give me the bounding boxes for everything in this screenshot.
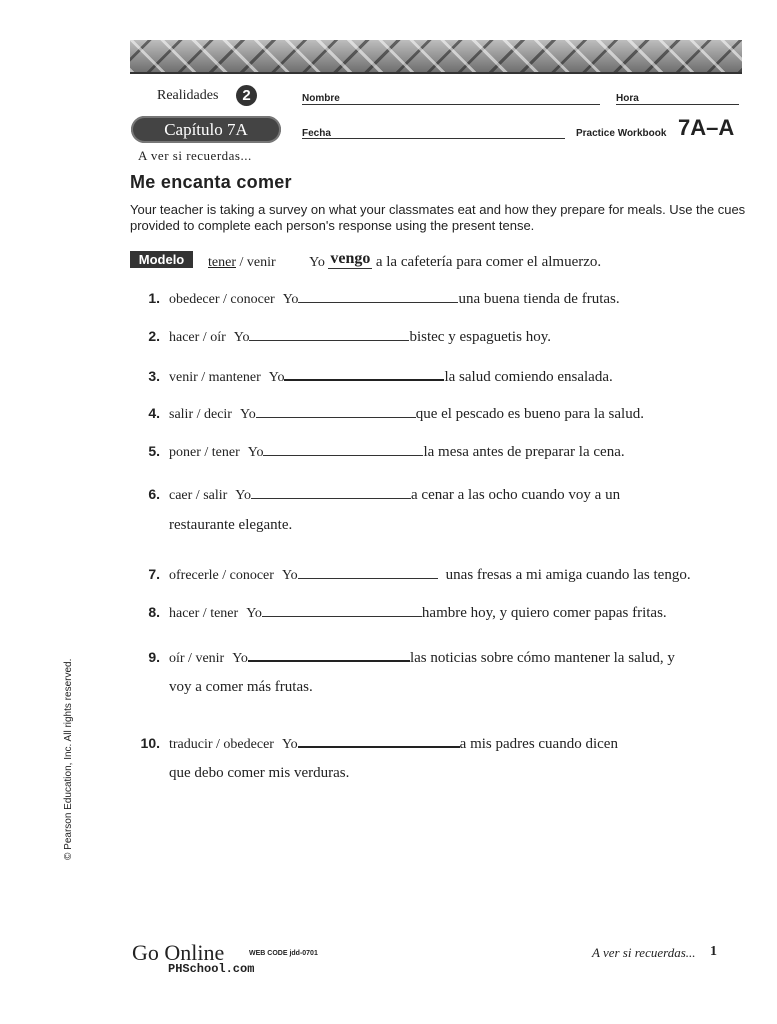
exercise-item-6 — [130, 486, 620, 504]
nombre-label: Nombre — [302, 93, 340, 104]
item-yo: Yo — [247, 445, 264, 460]
modelo-answer: vengo — [330, 250, 371, 267]
exercise-item-5 — [130, 443, 625, 461]
item-number: 3. — [148, 368, 160, 384]
item-sentence: la mesa antes de preparar la cena. — [423, 444, 625, 460]
item-sentence: unas fresas a mi amiga cuando las tengo. — [445, 567, 691, 583]
item-9-continuation: voy a comer más frutas. — [169, 679, 313, 695]
exercise-item-7 — [130, 566, 691, 584]
item-verbs: hacer / tener — [169, 606, 239, 621]
modelo-sentence: a la cafetería para comer el almuerzo. — [375, 254, 602, 270]
item-number: 4. — [148, 405, 160, 421]
answer-blank[interactable] — [298, 734, 460, 748]
item-verbs: oír / venir — [169, 651, 225, 666]
phschool-link[interactable]: PHSchool.com — [168, 962, 255, 976]
item-sentence: que el pescado es bueno para la salud. — [415, 406, 644, 422]
fecha-field[interactable] — [302, 138, 565, 139]
go-online-logo[interactable]: Go Online — [132, 940, 225, 965]
exercise-item-10 — [130, 734, 618, 753]
answer-blank[interactable] — [256, 405, 416, 418]
item-number: 7. — [148, 566, 160, 582]
item-verbs: salir / decir — [169, 407, 232, 422]
web-code: WEB CODE jdd-0701 — [249, 950, 318, 957]
item-yo: Yo — [268, 370, 285, 385]
item-yo: Yo — [282, 292, 299, 307]
item-sentence: la salud comiendo ensalada. — [444, 369, 613, 385]
nombre-field[interactable] — [302, 104, 600, 105]
answer-blank[interactable] — [248, 648, 410, 662]
item-yo: Yo — [239, 407, 256, 422]
item-yo: Yo — [246, 606, 262, 621]
item-sentence: una buena tienda de frutas. — [458, 291, 620, 307]
item-number: 2. — [148, 328, 160, 344]
item-number: 9. — [148, 649, 160, 665]
modelo-verb-1: tener — [208, 255, 236, 270]
item-number: 6. — [148, 486, 160, 502]
series-name: Realidades — [157, 88, 219, 103]
fecha-label: Fecha — [302, 128, 331, 139]
item-yo: Yo — [235, 488, 252, 503]
answer-blank[interactable] — [262, 604, 422, 617]
page-number: 1 — [710, 944, 717, 959]
exercise-item-4 — [130, 405, 644, 423]
modelo-yo: Yo — [309, 255, 325, 270]
answer-blank[interactable] — [298, 566, 438, 579]
modelo-verb-rest: / venir — [239, 255, 276, 270]
item-verbs: traducir / obedecer — [169, 737, 274, 752]
exercise-item-9 — [130, 648, 675, 667]
hora-field[interactable] — [616, 104, 739, 105]
answer-blank[interactable] — [249, 328, 409, 341]
item-10-continuation: que debo comer mis verduras. — [169, 765, 350, 781]
item-yo: Yo — [281, 568, 298, 583]
exercise-item-1 — [130, 290, 620, 308]
item-verbs: poner / tener — [169, 445, 240, 460]
item-sentence: hambre hoy, y quiero comer papas fritas. — [421, 605, 667, 621]
exercise-item-3 — [130, 367, 613, 386]
chapter-badge: Capítulo 7A — [131, 116, 281, 143]
answer-blank[interactable] — [251, 486, 411, 499]
header-banner — [130, 40, 742, 74]
activity-title: Me encanta comer — [130, 172, 292, 192]
item-yo: Yo — [233, 330, 250, 345]
footer-section-name: A ver si recuerdas... — [592, 945, 696, 960]
item-verbs: obedecer / conocer — [169, 292, 275, 307]
item-number: 1. — [148, 290, 160, 306]
item-sentence: a mis padres cuando dicen — [459, 736, 618, 752]
item-number: 5. — [148, 443, 160, 459]
item-sentence: las noticias sobre cómo mantener la salud, y — [409, 650, 675, 666]
item-6-continuation: restaurante elegante. — [169, 517, 293, 533]
item-sentence: a cenar a las ocho cuando voy a un — [411, 487, 621, 503]
workbook-code: 7A–A — [678, 115, 735, 140]
modelo-row — [208, 250, 602, 272]
exercise-item-2 — [130, 328, 551, 346]
answer-blank[interactable] — [298, 290, 458, 303]
copyright-notice: © Pearson Education, Inc. All rights reserved. — [63, 658, 74, 860]
exercise-item-8 — [130, 604, 667, 622]
item-number: 10. — [140, 735, 160, 751]
item-verbs: venir / mantener — [169, 370, 261, 385]
item-yo: Yo — [281, 737, 298, 752]
item-yo: Yo — [232, 651, 248, 666]
section-subtitle: A ver si recuerdas... — [138, 148, 252, 163]
item-number: 8. — [148, 604, 160, 620]
item-verbs: ofrecerle / conocer — [169, 568, 274, 583]
instructions: Your teacher is taking a survey on what your classmates eat and how they prepare for meals. Use the cues provided to complete each person's response using the present tense. — [130, 202, 746, 233]
modelo-tag: Modelo — [130, 251, 193, 268]
answer-blank[interactable] — [263, 443, 423, 456]
hora-label: Hora — [616, 93, 639, 104]
item-sentence: bistec y espaguetis hoy. — [409, 329, 551, 345]
answer-blank[interactable] — [284, 367, 444, 381]
level-badge: 2 — [236, 85, 257, 106]
workbook-label: Practice Workbook — [576, 128, 667, 139]
item-verbs: caer / salir — [169, 488, 228, 503]
item-verbs: hacer / oír — [169, 330, 226, 345]
